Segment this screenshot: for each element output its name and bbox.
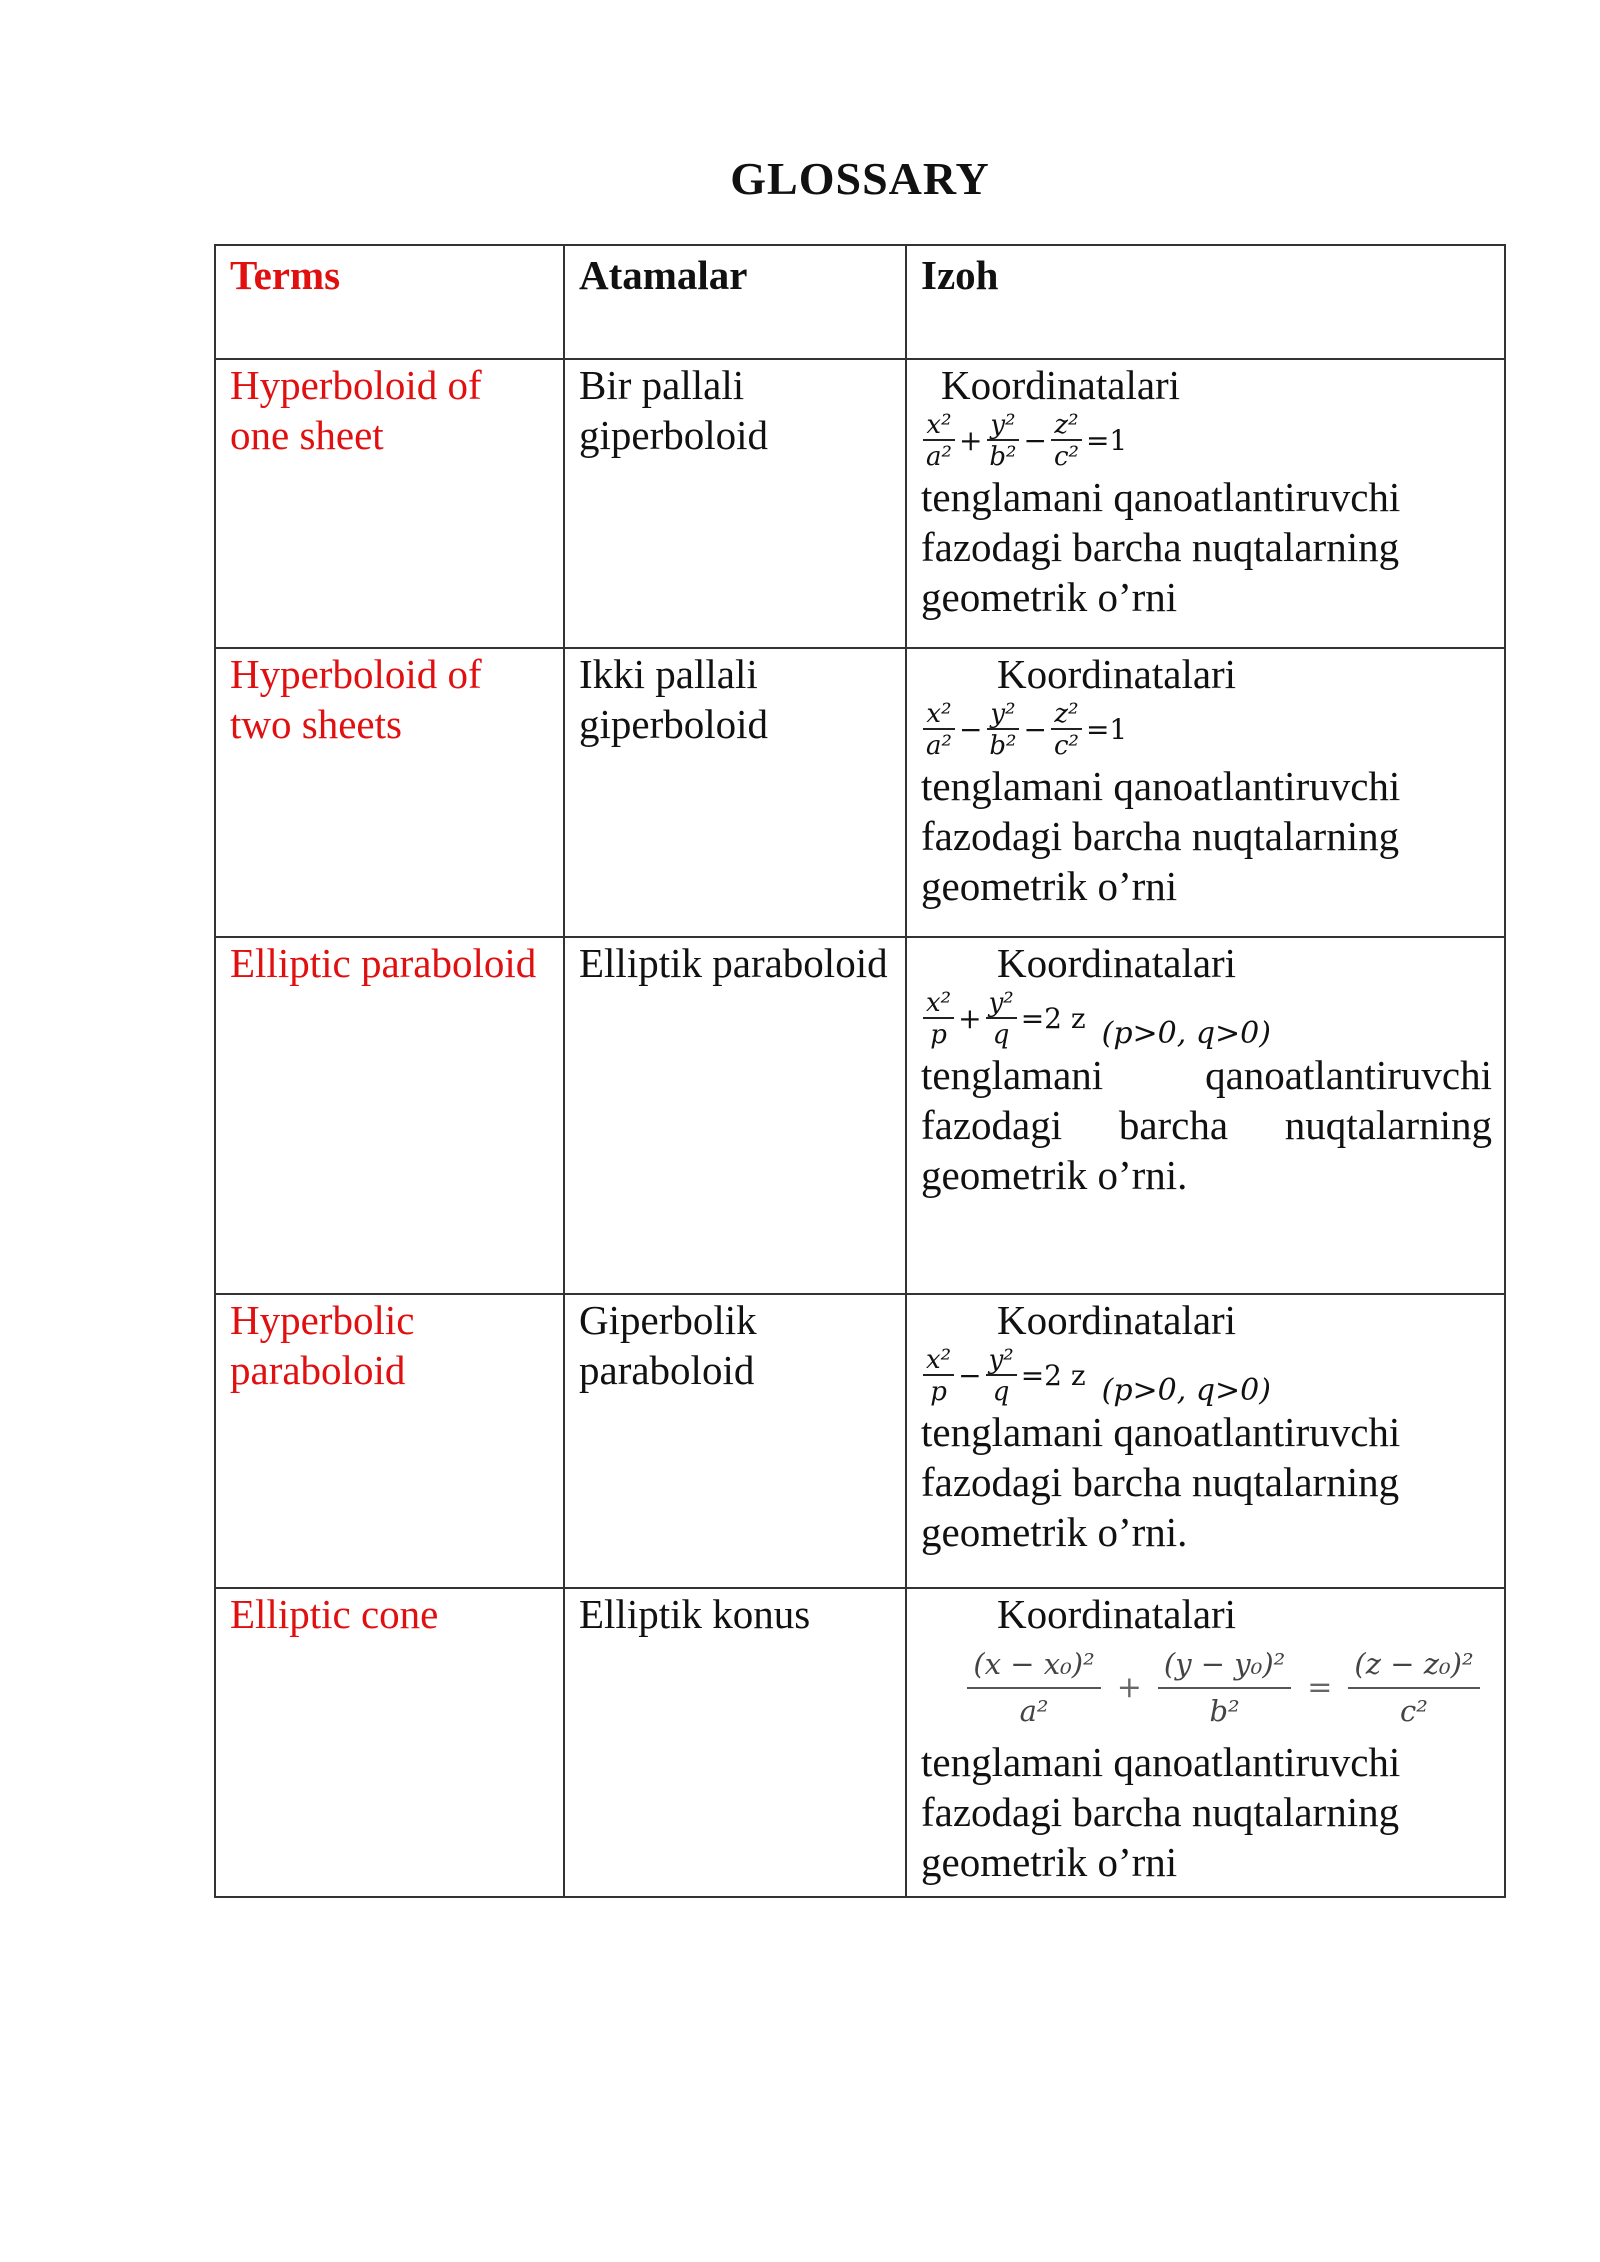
izoh-cell: [906, 359, 1505, 648]
denominator: c²: [1053, 442, 1079, 472]
operator: +: [958, 1002, 982, 1035]
formula-condition: (p>0, q>0): [1101, 1373, 1271, 1408]
atama-cell: Giperbolik paraboloid: [564, 1294, 906, 1588]
izoh-intro: Koordinatalari: [997, 940, 1237, 986]
izoh-line: tenglamani qanoatlantiruvchi: [921, 763, 1401, 809]
atama-cell: Elliptik konus: [564, 1588, 906, 1897]
denominator: q: [992, 1020, 1010, 1050]
formula: [921, 410, 1492, 472]
denominator: b²: [1209, 1694, 1240, 1728]
denominator: a²: [926, 442, 952, 472]
formula: [921, 699, 1492, 761]
izoh-cell: [906, 648, 1505, 937]
fraction: [986, 990, 1017, 1048]
fraction: [986, 1347, 1017, 1405]
denominator: p: [930, 1020, 947, 1050]
izoh-cell: [906, 1294, 1505, 1588]
numerator: x²: [923, 990, 954, 1019]
izoh-intro: Koordinatalari: [997, 1297, 1237, 1343]
numerator: y²: [987, 412, 1018, 441]
izoh-line: geometrik o’rni.: [921, 1509, 1188, 1555]
table-row: [215, 359, 1505, 648]
header-izoh: Izoh: [906, 245, 1505, 359]
table-row: [215, 1294, 1505, 1588]
operator: +: [958, 424, 983, 457]
header-atamalar: Atamalar: [564, 245, 906, 359]
fraction: [923, 1347, 954, 1405]
denominator: a²: [926, 731, 952, 761]
atama-cell: Bir pallali giperboloid: [564, 359, 906, 648]
izoh-cell: [906, 937, 1505, 1294]
operator: −: [958, 1359, 982, 1392]
fraction: [986, 701, 1019, 759]
izoh-line: fazodagi barcha nuqtalarning: [921, 524, 1400, 570]
izoh-line: tenglamani qanoatlantiruvchi: [921, 1739, 1401, 1785]
fraction: [967, 1647, 1100, 1728]
izoh-cell: [906, 1588, 1505, 1897]
izoh-line: geometrik o’rni: [921, 863, 1178, 909]
atama-cell: Ikki pallali giperboloid: [564, 648, 906, 937]
fraction: [986, 412, 1019, 470]
numerator: (y − y₀)²: [1158, 1650, 1291, 1689]
formula-rhs: =1: [1085, 424, 1128, 457]
denominator: c²: [1400, 1694, 1428, 1728]
fraction: [1051, 412, 1082, 470]
denominator: c²: [1053, 731, 1079, 761]
table-row: [215, 1588, 1505, 1897]
numerator: x²: [923, 1347, 954, 1376]
operator: −: [1023, 713, 1047, 746]
formula-rhs: =1: [1085, 713, 1128, 746]
izoh-intro: Koordinatalari: [941, 362, 1181, 408]
formula-rhs: =2 z: [1020, 1359, 1086, 1392]
numerator: y²: [987, 701, 1018, 730]
izoh-line: tenglamani qanoatlantiruvchi: [921, 1409, 1401, 1455]
formula: [921, 988, 1492, 1050]
izoh-line: geometrik o’rni: [921, 1839, 1178, 1885]
term-cell: Hyperbolic paraboloid: [215, 1294, 564, 1588]
formula: [921, 1345, 1492, 1407]
header-terms: Terms: [215, 245, 564, 359]
formula-rhs: =2 z: [1020, 1002, 1086, 1035]
fraction: [923, 412, 955, 470]
izoh-line: fazodagi barcha nuqtalarning: [921, 1789, 1400, 1835]
izoh-line: fazodagi barcha nuqtalarning: [921, 1459, 1400, 1505]
formula: [921, 1639, 1492, 1737]
numerator: z²: [1051, 701, 1081, 730]
izoh-line: fazodagi barcha nuqtalarning: [921, 813, 1400, 859]
fraction: [1348, 1647, 1479, 1728]
numerator: x²: [923, 701, 954, 730]
numerator: x²: [923, 412, 954, 441]
fraction: [1051, 701, 1082, 759]
term-cell: Hyperboloid of one sheet: [215, 359, 564, 648]
denominator: b²: [989, 731, 1017, 761]
term-cell: Hyperboloid of two sheets: [215, 648, 564, 937]
table-header-row: [215, 245, 1505, 359]
term-cell: Elliptic paraboloid: [215, 937, 564, 1294]
operator: −: [958, 713, 983, 746]
numerator: z²: [1051, 412, 1081, 441]
denominator: a²: [1019, 1694, 1049, 1728]
izoh-intro: Koordinatalari: [997, 651, 1237, 697]
operator: =: [1307, 1670, 1333, 1705]
formula-condition: (p>0, q>0): [1101, 1016, 1271, 1051]
fraction: [923, 701, 955, 759]
izoh-line: geometrik o’rni: [921, 574, 1178, 620]
izoh-line: tenglamani qanoatlantiruvchi: [921, 474, 1401, 520]
term-cell: Elliptic cone: [215, 1588, 564, 1897]
operator: −: [1023, 424, 1047, 457]
izoh-line: tenglamani qanoatlantiruvchi: [921, 1052, 1492, 1098]
izoh-intro: Koordinatalari: [997, 1591, 1237, 1637]
glossary-table: [214, 244, 1506, 1898]
denominator: q: [992, 1377, 1010, 1407]
atama-cell: Elliptik paraboloid: [564, 937, 906, 1294]
fraction: [1158, 1647, 1291, 1728]
operator: +: [1116, 1670, 1142, 1705]
fraction: [923, 990, 954, 1048]
numerator: y²: [986, 990, 1017, 1019]
page-title: GLOSSARY: [730, 153, 990, 204]
numerator: y²: [986, 1347, 1017, 1376]
izoh-line: fazodagi barcha nuqtalarning: [921, 1102, 1492, 1148]
numerator: (x − x₀)²: [967, 1650, 1100, 1689]
denominator: b²: [989, 442, 1017, 472]
table-row: [215, 937, 1505, 1294]
izoh-line: geometrik o’rni.: [921, 1152, 1188, 1198]
denominator: p: [930, 1377, 947, 1407]
numerator: (z − z₀)²: [1348, 1650, 1479, 1689]
table-row: [215, 648, 1505, 937]
